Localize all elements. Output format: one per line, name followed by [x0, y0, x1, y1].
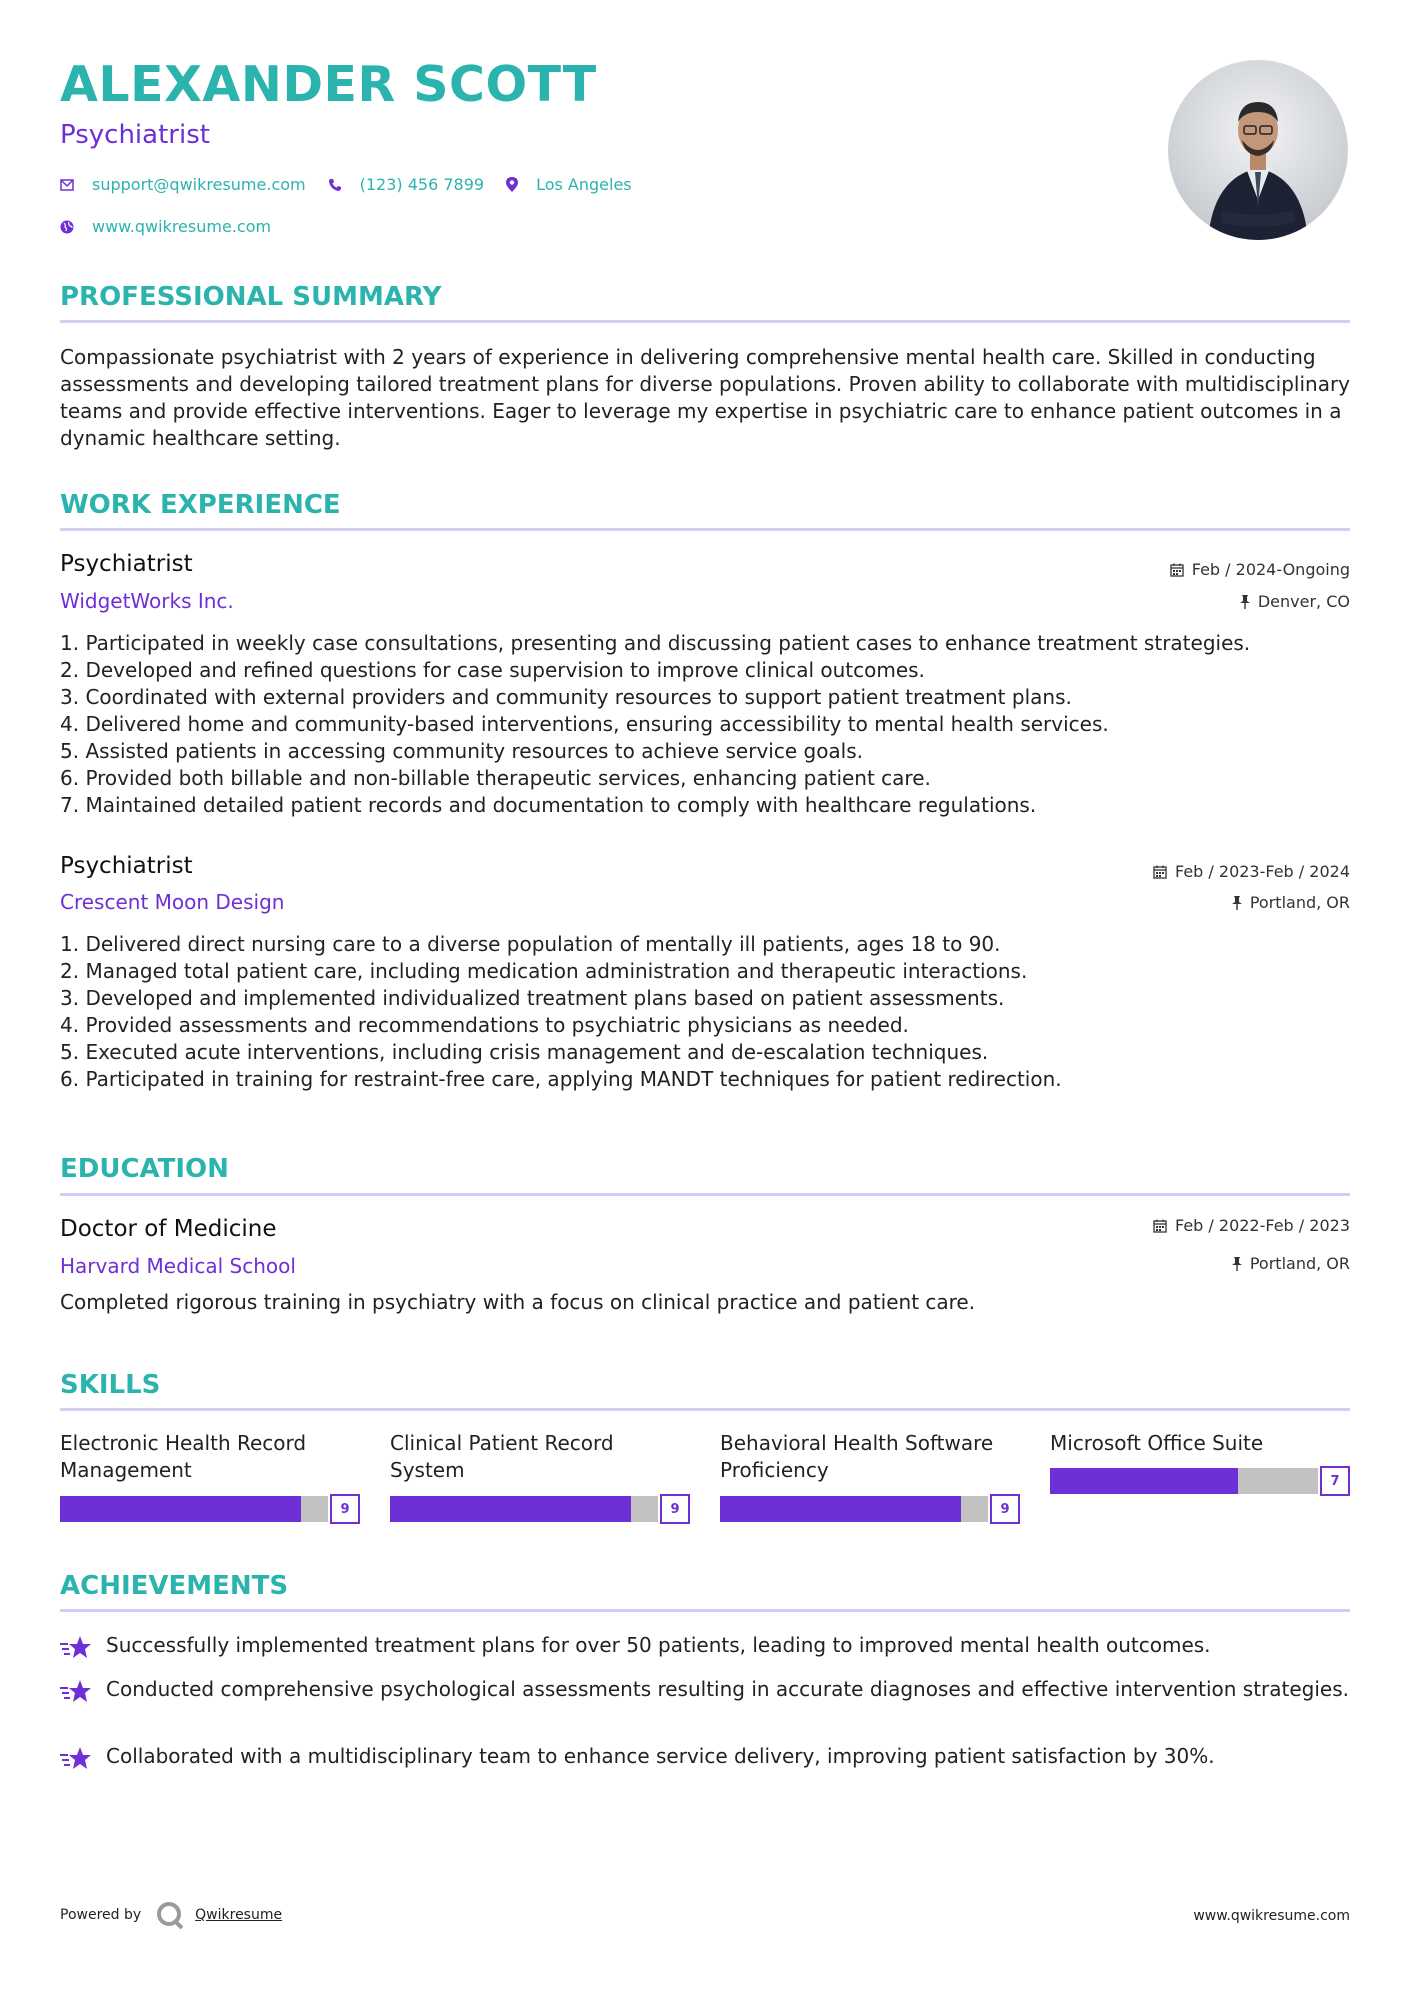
calendar-icon [1170, 563, 1184, 577]
contact-email[interactable] [60, 175, 306, 194]
list-item: 4. Delivered home and community-based interventions, ensuring accessibility to mental health services. [60, 712, 1109, 736]
calendar-icon [1153, 1219, 1167, 1233]
location-text: Denver, CO [1257, 592, 1350, 611]
skill-score: 9 [660, 1494, 690, 1524]
education-heading: EDUCATION [60, 1154, 229, 1184]
achievements-heading: ACHIEVEMENTS [60, 1571, 289, 1601]
website-text: www.qwikresume.com [92, 217, 272, 236]
list-item: 1. Participated in weekly case consultations, presenting and discussing patient cases to enhance treatment strategies. [60, 631, 1251, 655]
website-row [60, 217, 293, 236]
job-title: Psychiatrist [60, 853, 193, 879]
skills-heading: SKILLS [60, 1370, 161, 1400]
achievement-item [60, 1743, 1350, 1771]
school-name: Harvard Medical School [60, 1254, 296, 1278]
experience-heading: WORK EXPERIENCE [60, 490, 341, 520]
footer-website[interactable]: www.qwikresume.com [1193, 1908, 1350, 1924]
job-title: Psychiatrist [60, 551, 193, 577]
contact-row [60, 175, 654, 194]
achievements-divider [60, 1609, 1350, 1612]
dates-text: Feb / 2022-Feb / 2023 [1175, 1216, 1350, 1235]
skill-item [720, 1430, 1020, 1517]
skill-name: Microsoft Office Suite [1050, 1431, 1264, 1455]
list-item: 3. Coordinated with external providers and community resources to support patient treatment plans. [60, 685, 1072, 709]
skill-level-bar [1050, 1468, 1350, 1494]
location-text: Portland, OR [1249, 1254, 1350, 1273]
globe-icon [60, 220, 74, 234]
list-item: 5. Executed acute interventions, including crisis management and de-escalation techniques. [60, 1040, 989, 1064]
skill-name: Electronic Health Record Management [60, 1431, 307, 1482]
skill-fill [720, 1496, 961, 1522]
achievement-text: Collaborated with a multidisciplinary team to enhance service delivery, improving patient satisfaction by 30%. [106, 1744, 1215, 1768]
list-item: 7. Maintained detailed patient records and documentation to comply with healthcare regulations. [60, 793, 1037, 817]
calendar-icon [1153, 865, 1167, 879]
profile-photo [1168, 60, 1348, 240]
qwikresume-link[interactable]: Qwikresume [195, 1907, 283, 1923]
phone-icon [328, 178, 342, 192]
job-bullets [60, 630, 1350, 819]
skill-level-bar [720, 1496, 1020, 1522]
skill-item [1050, 1430, 1350, 1489]
achievement-text: Successfully implemented treatment plans for over 50 patients, leading to improved mental health outcomes. [106, 1633, 1211, 1657]
summary-heading: PROFESSIONAL SUMMARY [60, 282, 442, 312]
job-dates [1153, 864, 1350, 880]
phone-text: (123) 456 7899 [359, 175, 485, 194]
pushpin-icon [1232, 1257, 1242, 1271]
dates-text: Feb / 2023-Feb / 2024 [1175, 862, 1350, 881]
list-item: 2. Developed and refined questions for case supervision to improve clinical outcomes. [60, 658, 925, 682]
contact-website[interactable] [60, 217, 271, 236]
pushpin-icon [1232, 896, 1242, 910]
star-award-icon [60, 1634, 92, 1660]
skill-score: 9 [330, 1494, 360, 1524]
list-item: 3. Developed and implemented individualized treatment plans based on patient assessments. [60, 986, 1005, 1010]
achievement-item [60, 1632, 1350, 1660]
job-location [1240, 594, 1350, 610]
education-description: Completed rigorous training in psychiatry with a focus on clinical practice and patient care. [60, 1290, 976, 1314]
star-award-icon [60, 1745, 92, 1771]
experience-divider [60, 528, 1350, 531]
skills-divider [60, 1408, 1350, 1411]
education-location [1232, 1256, 1350, 1272]
list-item: 4. Provided assessments and recommendations to psychiatric physicians as needed. [60, 1013, 909, 1037]
list-item: 5. Assisted patients in accessing community resources to achieve service goals. [60, 739, 864, 763]
envelope-icon [60, 179, 74, 191]
list-item: 6. Provided both billable and non-billable therapeutic services, enhancing patient care. [60, 766, 931, 790]
star-award-icon [60, 1678, 92, 1704]
achievement-text: Conducted comprehensive psychological assessments resulting in accurate diagnoses and effective intervention strategies. [106, 1677, 1350, 1701]
list-item: 1. Delivered direct nursing care to a diverse population of mentally ill patients, ages 18 to 90. [60, 932, 1001, 956]
job-location [1232, 895, 1350, 911]
dates-text: Feb / 2024-Ongoing [1191, 560, 1350, 579]
footer [60, 1900, 1350, 1930]
summary-divider [60, 320, 1350, 323]
qwikresume-logo-icon [155, 1900, 187, 1930]
candidate-name: ALEXANDER SCOTT [60, 56, 597, 113]
skill-fill [390, 1496, 631, 1522]
education-divider [60, 1193, 1350, 1196]
skill-level-bar [390, 1496, 690, 1522]
skill-level-bar [60, 1496, 360, 1522]
skill-name: Clinical Patient Record System [390, 1431, 614, 1482]
map-pin-icon [506, 177, 518, 192]
list-item: 2. Managed total patient care, including medication administration and therapeutic interactions. [60, 959, 1028, 983]
skill-item [60, 1430, 360, 1517]
powered-by-label: Powered by [60, 1907, 142, 1923]
skill-score: 9 [990, 1494, 1020, 1524]
location-text: Portland, OR [1249, 893, 1350, 912]
pushpin-icon [1240, 595, 1250, 609]
email-text: support@qwikresume.com [92, 175, 306, 194]
achievement-item [60, 1676, 1350, 1704]
skill-item [390, 1430, 690, 1517]
skill-fill [60, 1496, 301, 1522]
location-text: Los Angeles [536, 175, 632, 194]
company-name: WidgetWorks Inc. [60, 589, 234, 613]
degree-title: Doctor of Medicine [60, 1216, 277, 1242]
summary-text: Compassionate psychiatrist with 2 years of experience in delivering comprehensive mental health care. Skilled in conducting assessments and developing tailored treatment plans for diverse populations. Proven ability to collaborate with multidisciplinary teams and provide effective interventions. Eager to leverage my expertise in psychiatric care to enhance patient outcomes in a dynamic healthcare setting. [60, 345, 1351, 450]
skill-score: 7 [1320, 1466, 1350, 1496]
skill-name: Behavioral Health Software Proficiency [720, 1431, 994, 1482]
candidate-title: Psychiatrist [60, 120, 210, 150]
list-item: 6. Participated in training for restraint-free care, applying MANDT techniques for patient redirection. [60, 1067, 1062, 1091]
company-name: Crescent Moon Design [60, 890, 285, 914]
education-dates [1153, 1218, 1350, 1234]
job-bullets [60, 931, 1350, 1093]
contact-location [506, 175, 632, 194]
contact-phone[interactable] [328, 175, 484, 194]
skill-fill [1050, 1468, 1238, 1494]
job-dates [1170, 562, 1350, 578]
